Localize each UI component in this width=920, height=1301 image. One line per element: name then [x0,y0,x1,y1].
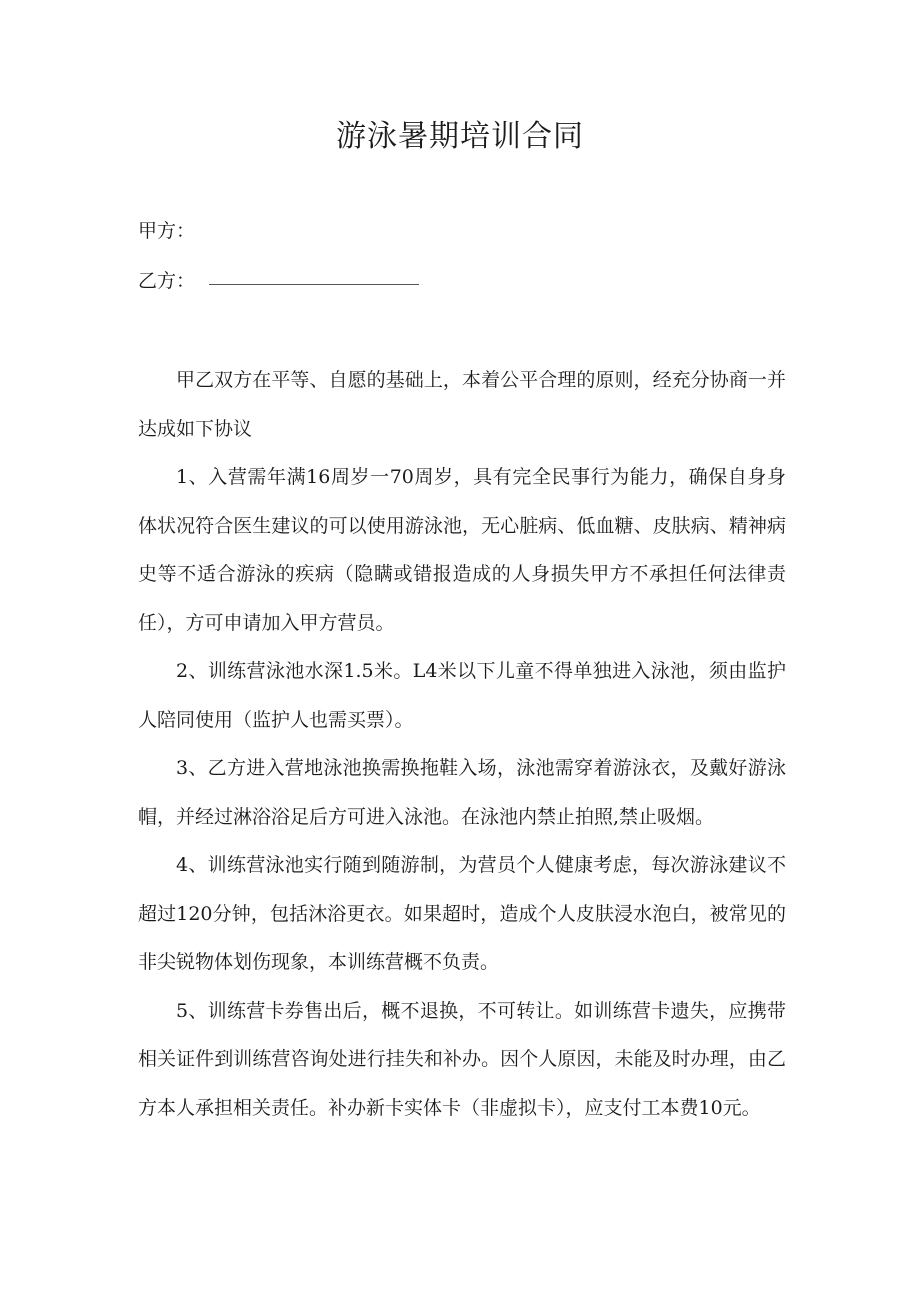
clause-4-paragraph: 4、训练营泳池实行随到随游制，为营员个人健康考虑，每次游泳建议不超过120分钟，包括沐浴更衣。如果超时，造成个人皮肤浸水泡白，被常见的非尖锐物体划伤现象，本训练营概不负责。 [138,854,786,973]
clause-5-paragraph: 5、训练营卡券售出后，概不退换，不可转让。如训练营卡遗失，应携带相关证件到训练营咨询处进行挂失和补办。因个人原因，未能及时办理，由乙方本人承担相关责任。补办新卡实体卡（非虚拟卡），应支付工本费10元。 [138,999,786,1119]
party-b-line [138,266,419,296]
clause-3-paragraph: 3、乙方进入营地泳池换需换拖鞋入场，泳池需穿着游泳衣，及戴好游泳帽，并经过淋浴浴足后方可进入泳池。在泳池内禁止拍照,禁止吸烟。 [138,757,786,828]
preamble-paragraph: 甲乙双方在平等、自愿的基础上，本着公平合理的原则，经充分协商一并达成如下协议 [138,369,786,440]
party-a-line [138,216,195,246]
clause-2-paragraph: 2、训练营泳池水深1.5米。L4米以下儿童不得单独进入泳池，须由监护人陪同使用（监护人也需买票）。 [138,660,786,731]
document-title: 游泳暑期培训合同 [336,119,584,154]
contract-body [138,356,786,1132]
party-b-label: 乙方： [138,270,196,292]
party-b-blank-field [209,283,419,285]
party-a-label: 甲方： [138,220,196,242]
clause-1-paragraph: 1、入营需年满16周岁一70周岁，具有完全民事行为能力，确保自身身体状况符合医生建议的可以使用游泳池，无心脏病、低血糖、皮肤病、精神病史等不适合游泳的疾病（隐瞒或错报造成的人身损失甲方不承担任何法律责任），方可申请加入甲方营员。 [138,466,786,634]
